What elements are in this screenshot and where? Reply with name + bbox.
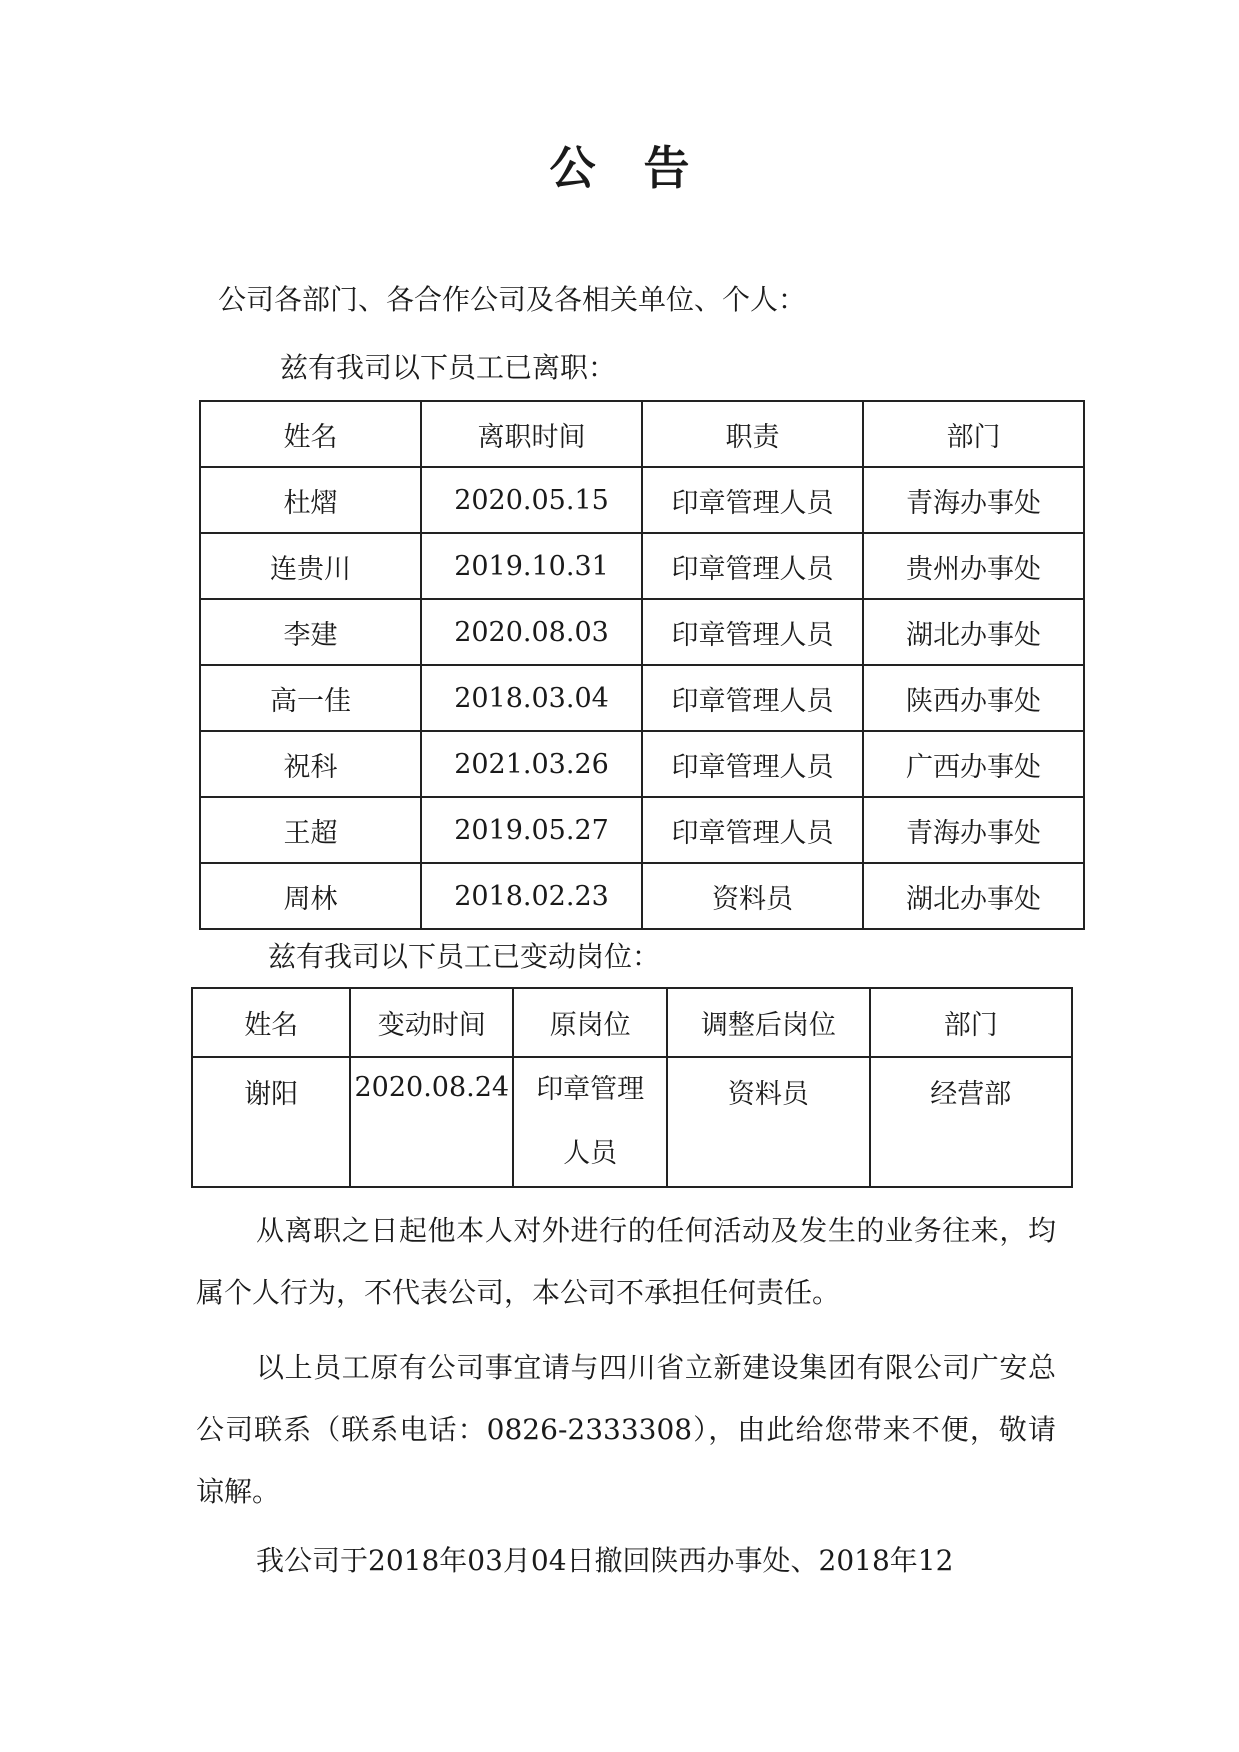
date-cell: 2019.10.31 (421, 533, 642, 599)
duty-cell: 印章管理人员 (642, 467, 863, 533)
table-row (200, 599, 1084, 665)
disclaimer-paragraph (196, 1200, 1056, 1324)
paragraph-text: 我公司于2018年03月04日撤回陕西办事处、2018年12 (256, 1544, 954, 1577)
header-cell: 部门 (870, 988, 1072, 1057)
date-cell: 2018.02.23 (421, 863, 642, 929)
name-cell: 杜熠 (200, 467, 421, 533)
department-cell: 陕西办事处 (863, 665, 1084, 731)
header-cell: 原岗位 (513, 988, 667, 1057)
date-cell: 2019.05.27 (421, 797, 642, 863)
duty-cell: 印章管理人员 (642, 797, 863, 863)
header-cell: 调整后岗位 (667, 988, 869, 1057)
table-header-row (192, 988, 1072, 1057)
resign-table (199, 400, 1085, 930)
department-cell: 青海办事处 (863, 467, 1084, 533)
header-cell: 离职时间 (421, 401, 642, 467)
duty-cell: 印章管理人员 (642, 731, 863, 797)
duty-cell: 印章管理人员 (642, 665, 863, 731)
name-cell: 谢阳 (192, 1057, 350, 1187)
name-cell: 连贵川 (200, 533, 421, 599)
department-cell: 贵州办事处 (863, 533, 1084, 599)
department-cell: 湖北办事处 (863, 599, 1084, 665)
original-post-cell: 印章管理人员 (513, 1057, 667, 1187)
header-cell: 部门 (863, 401, 1084, 467)
salutation: 公司各部门、各合作公司及各相关单位、个人： (218, 283, 807, 316)
new-post-cell: 资料员 (667, 1057, 869, 1187)
date-cell: 2020.05.15 (421, 467, 642, 533)
table-row (200, 731, 1084, 797)
department-cell: 青海办事处 (863, 797, 1084, 863)
name-cell: 王超 (200, 797, 421, 863)
table-row (200, 467, 1084, 533)
date-cell: 2020.08.03 (421, 599, 642, 665)
date-cell: 2021.03.26 (421, 731, 642, 797)
notice-title: 公告 (549, 141, 738, 195)
department-cell: 经营部 (870, 1057, 1072, 1187)
paragraph-text: 从离职之日起他本人对外进行的任何活动及发生的业务往来，均属个人行为，不代表公司，本公司不承担任何责任。 (196, 1214, 1056, 1309)
contact-paragraph (196, 1337, 1056, 1523)
duty-cell: 印章管理人员 (642, 599, 863, 665)
duty-cell: 印章管理人员 (642, 533, 863, 599)
table-row (200, 863, 1084, 929)
table-row (200, 665, 1084, 731)
date-cell: 2020.08.24 (350, 1057, 513, 1187)
name-cell: 高一佳 (200, 665, 421, 731)
paragraph-text: 以上员工原有公司事宜请与四川省立新建设集团有限公司广安总公司联系（联系电话：0826-2333308），由此给您带来不便，敬请谅解。 (196, 1351, 1056, 1508)
date-cell: 2018.03.04 (421, 665, 642, 731)
withdrawal-paragraph (196, 1530, 1056, 1592)
table-header-row (200, 401, 1084, 467)
table-row (200, 797, 1084, 863)
name-cell: 李建 (200, 599, 421, 665)
department-cell: 湖北办事处 (863, 863, 1084, 929)
header-cell: 姓名 (192, 988, 350, 1057)
header-cell: 姓名 (200, 401, 421, 467)
name-cell: 祝科 (200, 731, 421, 797)
transfer-intro: 兹有我司以下员工已变动岗位： (268, 940, 661, 973)
transfer-table (191, 987, 1073, 1188)
header-cell: 变动时间 (350, 988, 513, 1057)
table-row (200, 533, 1084, 599)
duty-cell: 资料员 (642, 863, 863, 929)
header-cell: 职责 (642, 401, 863, 467)
resign-intro: 兹有我司以下员工已离职： (280, 351, 617, 384)
name-cell: 周林 (200, 863, 421, 929)
table-row (192, 1057, 1072, 1187)
department-cell: 广西办事处 (863, 731, 1084, 797)
